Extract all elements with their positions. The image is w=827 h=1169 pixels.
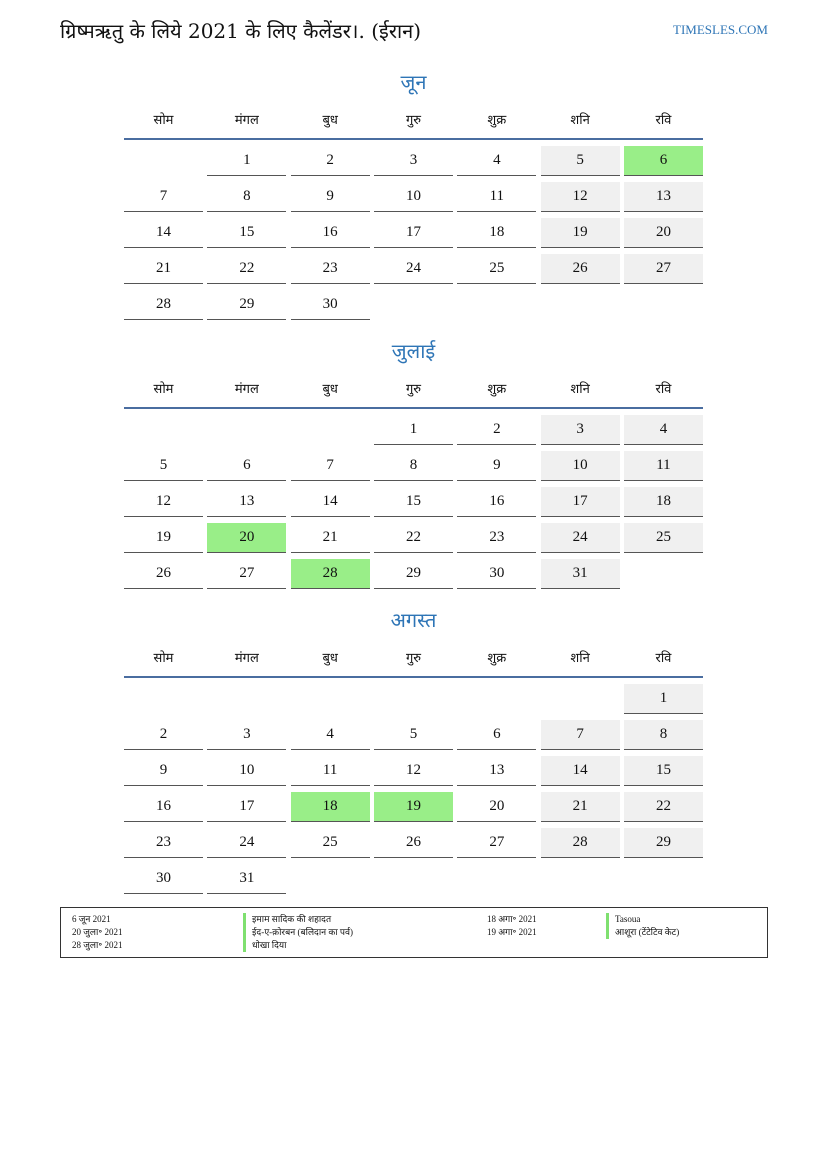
day-cell[interactable]: 12 xyxy=(124,487,203,517)
day-cell[interactable]: 24 xyxy=(374,254,453,284)
day-cell[interactable]: 21 xyxy=(291,523,370,553)
day-cell[interactable]: 3 xyxy=(541,415,620,445)
legend-dates-2 xyxy=(487,913,537,939)
week-row xyxy=(124,451,703,481)
day-cell[interactable]: 20 xyxy=(624,218,703,248)
day-cell[interactable]: 1 xyxy=(624,684,703,714)
week-row xyxy=(124,864,703,894)
day-cell[interactable]: 11 xyxy=(624,451,703,481)
day-cell[interactable]: 1 xyxy=(374,415,453,445)
empty-cell xyxy=(124,684,203,713)
day-cell[interactable]: 10 xyxy=(207,756,286,786)
weekday-header xyxy=(124,638,703,678)
day-cell[interactable]: 10 xyxy=(541,451,620,481)
weekday-label: रवि xyxy=(655,113,672,128)
legend-holiday-name: Tasoua xyxy=(606,913,679,926)
weekday-label: शनि xyxy=(570,382,590,397)
day-cell[interactable]: 17 xyxy=(541,487,620,517)
day-cell[interactable]: 20 xyxy=(457,792,536,822)
month-title: अगस्त xyxy=(390,608,437,632)
day-cell[interactable]: 12 xyxy=(541,182,620,212)
day-cell[interactable]: 28 xyxy=(124,290,203,320)
day-cell[interactable]: 18 xyxy=(291,792,370,822)
day-cell[interactable]: 30 xyxy=(124,864,203,894)
day-cell[interactable]: 8 xyxy=(207,182,286,212)
day-cell[interactable]: 18 xyxy=(624,487,703,517)
empty-cell xyxy=(624,864,703,893)
day-cell[interactable]: 16 xyxy=(291,218,370,248)
month-title: जुलाई xyxy=(391,339,436,363)
weekday-label: शुक्र xyxy=(487,113,507,128)
day-cell[interactable]: 7 xyxy=(291,451,370,481)
day-cell[interactable]: 25 xyxy=(291,828,370,858)
weekday-label: शुक्र xyxy=(487,382,507,397)
day-cell[interactable]: 23 xyxy=(124,828,203,858)
empty-cell xyxy=(457,684,536,713)
day-cell[interactable]: 22 xyxy=(207,254,286,284)
page-title: ग्रिष्मऋतु के लिये 2021 के लिए कैलेंडर।. (ईरान) xyxy=(60,19,422,43)
day-cell[interactable]: 5 xyxy=(541,146,620,176)
day-cell[interactable]: 3 xyxy=(374,146,453,176)
day-cell[interactable]: 7 xyxy=(541,720,620,750)
weekday-label: मंगल xyxy=(234,651,259,666)
legend-dates-1 xyxy=(72,913,122,952)
week-row xyxy=(124,415,703,445)
day-cell[interactable]: 5 xyxy=(124,451,203,481)
day-cell[interactable]: 31 xyxy=(541,559,620,589)
day-cell[interactable]: 31 xyxy=(207,864,286,894)
day-cell[interactable]: 14 xyxy=(124,218,203,248)
legend-date: 19 अगा॰ 2021 xyxy=(487,927,537,937)
day-cell[interactable]: 15 xyxy=(207,218,286,248)
weekday-label: शुक्र xyxy=(487,651,507,666)
week-row xyxy=(124,290,703,320)
day-cell[interactable]: 11 xyxy=(457,182,536,212)
day-cell[interactable]: 4 xyxy=(291,720,370,750)
day-cell[interactable]: 4 xyxy=(624,415,703,445)
day-cell[interactable]: 30 xyxy=(457,559,536,589)
week-row xyxy=(124,720,703,750)
legend-date: 20 जुला॰ 2021 xyxy=(72,927,123,937)
weekday-header xyxy=(124,100,703,140)
weekday-label: मंगल xyxy=(234,113,259,128)
empty-cell xyxy=(541,864,620,893)
day-cell[interactable]: 22 xyxy=(624,792,703,822)
day-cell[interactable]: 8 xyxy=(374,451,453,481)
weekday-label: शनि xyxy=(570,651,590,666)
day-cell[interactable]: 29 xyxy=(624,828,703,858)
day-cell[interactable]: 21 xyxy=(124,254,203,284)
weekday-label: मंगल xyxy=(234,382,259,397)
day-cell[interactable]: 27 xyxy=(207,559,286,589)
day-cell[interactable]: 16 xyxy=(457,487,536,517)
legend-names-2 xyxy=(606,913,679,939)
empty-cell xyxy=(541,290,620,319)
day-cell[interactable]: 4 xyxy=(457,146,536,176)
day-cell[interactable]: 2 xyxy=(124,720,203,750)
empty-cell xyxy=(207,415,286,444)
week-row xyxy=(124,182,703,212)
week-row xyxy=(124,218,703,248)
empty-cell xyxy=(291,864,370,893)
empty-cell xyxy=(124,146,203,175)
empty-cell xyxy=(374,864,453,893)
day-cell[interactable]: 23 xyxy=(457,523,536,553)
brand-link[interactable]: TIMESLES.COM xyxy=(673,22,768,37)
day-cell[interactable]: 15 xyxy=(374,487,453,517)
day-cell[interactable]: 29 xyxy=(207,290,286,320)
weekday-label: रवि xyxy=(655,382,672,397)
week-row xyxy=(124,559,703,589)
week-row xyxy=(124,254,703,284)
holiday-legend xyxy=(60,907,768,958)
legend-date: 6 जून 2021 xyxy=(72,914,111,924)
day-cell[interactable]: 29 xyxy=(374,559,453,589)
day-cell[interactable]: 24 xyxy=(541,523,620,553)
legend-holiday-name: आशूरा (टेंटेटिव केट) xyxy=(606,926,679,939)
week-row xyxy=(124,828,703,858)
weekday-label: रवि xyxy=(655,651,672,666)
day-cell[interactable]: 21 xyxy=(541,792,620,822)
day-cell[interactable]: 28 xyxy=(291,559,370,589)
day-cell[interactable]: 14 xyxy=(541,756,620,786)
month-block xyxy=(124,606,703,894)
legend-date: 28 जुला॰ 2021 xyxy=(72,940,123,950)
month-title: जून xyxy=(400,70,427,94)
empty-cell xyxy=(457,864,536,893)
page-header xyxy=(60,18,768,48)
week-row xyxy=(124,684,703,714)
day-cell[interactable]: 7 xyxy=(124,182,203,212)
empty-cell xyxy=(374,290,453,319)
weekday-header xyxy=(124,369,703,409)
day-cell[interactable]: 11 xyxy=(291,756,370,786)
day-cell[interactable]: 16 xyxy=(124,792,203,822)
day-cell[interactable]: 8 xyxy=(624,720,703,750)
day-cell[interactable]: 26 xyxy=(124,559,203,589)
day-cell[interactable]: 19 xyxy=(374,792,453,822)
day-cell[interactable]: 2 xyxy=(457,415,536,445)
weekday-label: गुरु xyxy=(405,651,422,666)
week-row xyxy=(124,756,703,786)
day-cell[interactable]: 15 xyxy=(624,756,703,786)
day-cell[interactable]: 25 xyxy=(624,523,703,553)
day-cell[interactable]: 2 xyxy=(291,146,370,176)
empty-cell xyxy=(624,290,703,319)
day-cell[interactable]: 9 xyxy=(291,182,370,212)
day-cell[interactable]: 19 xyxy=(541,218,620,248)
week-row xyxy=(124,523,703,553)
day-cell[interactable]: 5 xyxy=(374,720,453,750)
week-row xyxy=(124,146,703,176)
day-cell[interactable]: 26 xyxy=(541,254,620,284)
day-cell[interactable]: 13 xyxy=(457,756,536,786)
weekday-label: सोम xyxy=(153,113,174,128)
day-cell[interactable]: 13 xyxy=(207,487,286,517)
day-cell[interactable]: 6 xyxy=(457,720,536,750)
month-block xyxy=(124,68,703,320)
weekday-label: बुध xyxy=(322,113,338,128)
day-cell[interactable]: 9 xyxy=(457,451,536,481)
day-cell[interactable]: 9 xyxy=(124,756,203,786)
day-cell[interactable]: 25 xyxy=(457,254,536,284)
day-cell[interactable]: 24 xyxy=(207,828,286,858)
weekday-label: बुध xyxy=(322,651,338,666)
day-cell[interactable]: 27 xyxy=(624,254,703,284)
legend-holiday-name: इमाम सादिक की शहादत xyxy=(243,913,353,926)
weekday-label: सोम xyxy=(153,382,174,397)
day-cell[interactable]: 10 xyxy=(374,182,453,212)
weekday-label: शनि xyxy=(570,113,590,128)
day-cell[interactable]: 23 xyxy=(291,254,370,284)
weekday-label: बुध xyxy=(322,382,338,397)
day-cell[interactable]: 17 xyxy=(207,792,286,822)
day-cell[interactable]: 6 xyxy=(624,146,703,176)
empty-cell xyxy=(374,684,453,713)
day-cell[interactable]: 13 xyxy=(624,182,703,212)
day-cell[interactable]: 22 xyxy=(374,523,453,553)
month-block xyxy=(124,337,703,589)
empty-cell xyxy=(207,684,286,713)
legend-date: 18 अगा॰ 2021 xyxy=(487,914,537,924)
day-cell[interactable]: 28 xyxy=(541,828,620,858)
day-cell[interactable]: 3 xyxy=(207,720,286,750)
empty-cell xyxy=(124,415,203,444)
empty-cell xyxy=(457,290,536,319)
day-cell[interactable]: 26 xyxy=(374,828,453,858)
weekday-label: गुरु xyxy=(405,382,422,397)
day-cell[interactable]: 1 xyxy=(207,146,286,176)
weekday-label: गुरु xyxy=(405,113,422,128)
legend-holiday-name: धोखा दिया xyxy=(243,939,353,952)
week-row xyxy=(124,487,703,517)
day-cell[interactable]: 18 xyxy=(457,218,536,248)
legend-holiday-name: ईद-ए-क़ोरबन (बलिदान का पर्व) xyxy=(243,926,353,939)
empty-cell xyxy=(624,559,703,588)
day-cell[interactable]: 19 xyxy=(124,523,203,553)
day-cell[interactable]: 30 xyxy=(291,290,370,320)
day-cell[interactable]: 20 xyxy=(207,523,286,553)
empty-cell xyxy=(291,415,370,444)
weekday-label: सोम xyxy=(153,651,174,666)
empty-cell xyxy=(291,684,370,713)
empty-cell xyxy=(541,684,620,713)
day-cell[interactable]: 14 xyxy=(291,487,370,517)
week-row xyxy=(124,792,703,822)
day-cell[interactable]: 27 xyxy=(457,828,536,858)
day-cell[interactable]: 6 xyxy=(207,451,286,481)
day-cell[interactable]: 12 xyxy=(374,756,453,786)
legend-names-1 xyxy=(243,913,353,952)
day-cell[interactable]: 17 xyxy=(374,218,453,248)
